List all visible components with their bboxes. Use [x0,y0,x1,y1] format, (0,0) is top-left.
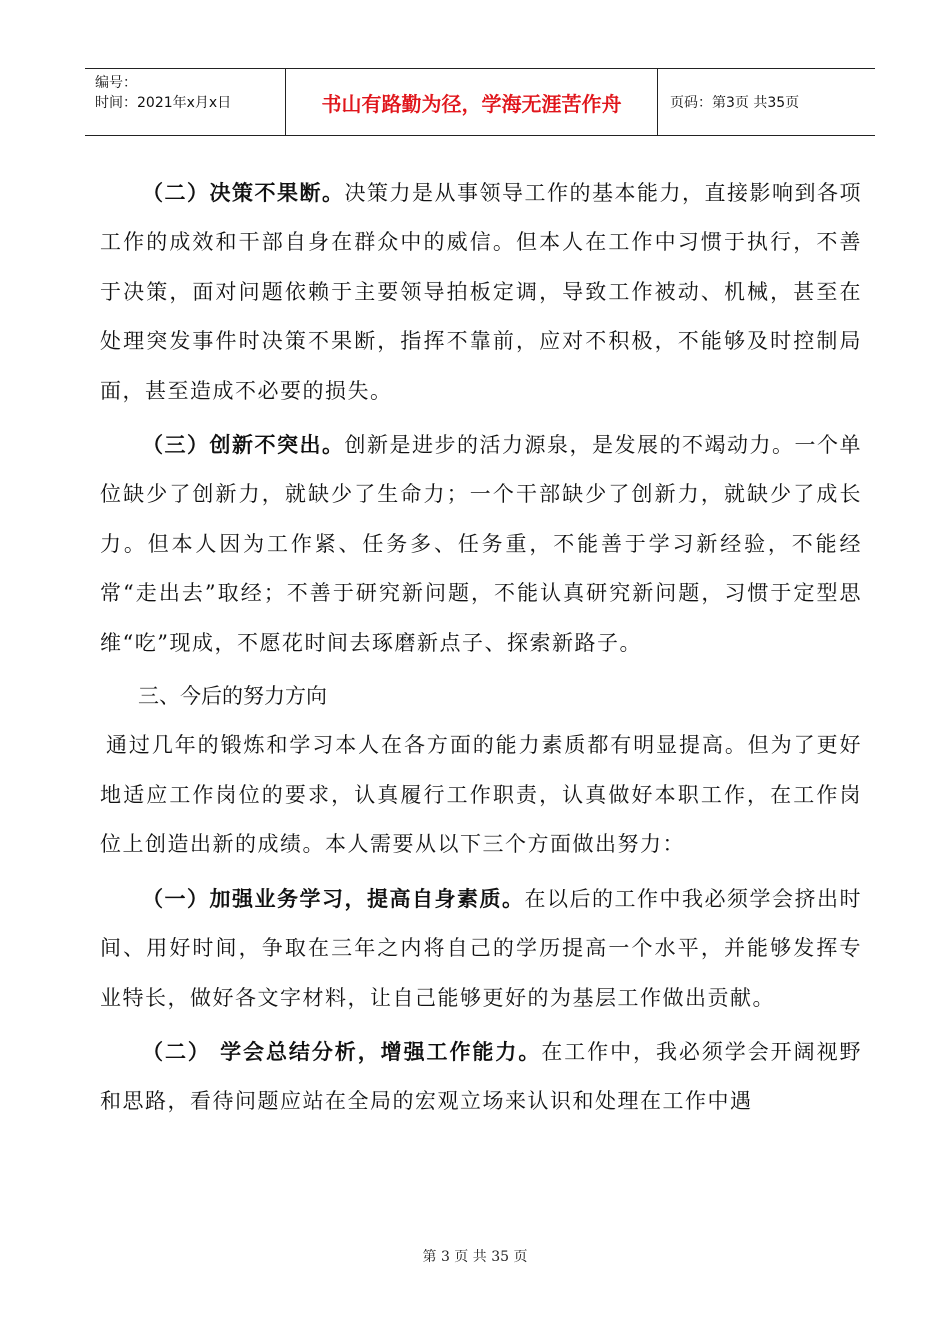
paragraph-summary [100,1027,862,1127]
paragraph-lead: （一）加强业务学习，提高自身素质。 [142,885,525,911]
paragraph-text: 在工作中，我必须学会开阔视野和思路，看待问题应站在全局的宏观立场来认识和处理在工作中遇 [100,1039,863,1114]
paragraph-decision [100,168,862,416]
header-meta [85,69,285,135]
document-body [100,168,862,1131]
section-heading: 三、今后的努力方向 [138,684,327,709]
paragraph-intro [100,721,862,869]
paragraph-lead: （二） 学会总结分析，增强工作能力。 [142,1038,542,1064]
paragraph-study [100,874,862,1023]
header-time-label: 时间：2021年x月x日 [95,95,232,111]
document-header [85,68,875,136]
paragraph-text: 通过几年的锻炼和学习本人在各方面的能力素质都有明显提高。但为了更好地适应工作岗位的要求，认真履行工作职责，认真做好本职工作，在工作岗位上创造出新的成绩。本人需要从以下三个方面做出努力： [100,733,862,857]
paragraph-lead: （三）创新不突出。 [142,432,345,458]
paragraph-text: 在以后的工作中我必须学会挤出时间、用好时间，争取在三年之内将自己的学历提高一个水平，并能够发挥专业特长，做好各文字材料，让自己能够更好的为基层工作做出贡献。 [100,886,862,1010]
page-footer: 第 3 页 共 35 页 [422,1249,528,1265]
paragraph-text: 决策力是从事领导工作的基本能力，直接影响到各项工作的成效和干部自身在群众中的威信。但本人在工作中习惯于执行，不善于决策，面对问题依赖于主要领导拍板定调，导致工作被动、机械，甚至在处理突发事件时决策不果断，指挥不靠前，应对不积极，不能够及时控制局面，甚至造成不必要的损失。 [100,181,862,403]
paragraph-text: 创新是进步的活力源泉，是发展的不竭动力。一个单位缺少了创新力，就缺少了生命力；一个干部缺少了创新力，就缺少了成长力。但本人因为工作紧、任务多、任务重，不能善于学习新经验，不能经常“走出去”取经；不善于研究新问题，不能认真研究新问题，习惯于定型思维“吃”现成，不愿花时间去琢磨新点子、探索新路子。 [100,433,862,655]
paragraph-lead: （二）决策不果断。 [142,180,345,205]
header-motto: 书山有路勤为径，学海无涯苦作舟 [285,69,658,135]
header-code-label: 编号： [95,75,137,91]
header-page-info: 页码：第3页 共35页 [670,95,800,111]
paragraph-innovation [100,420,862,668]
